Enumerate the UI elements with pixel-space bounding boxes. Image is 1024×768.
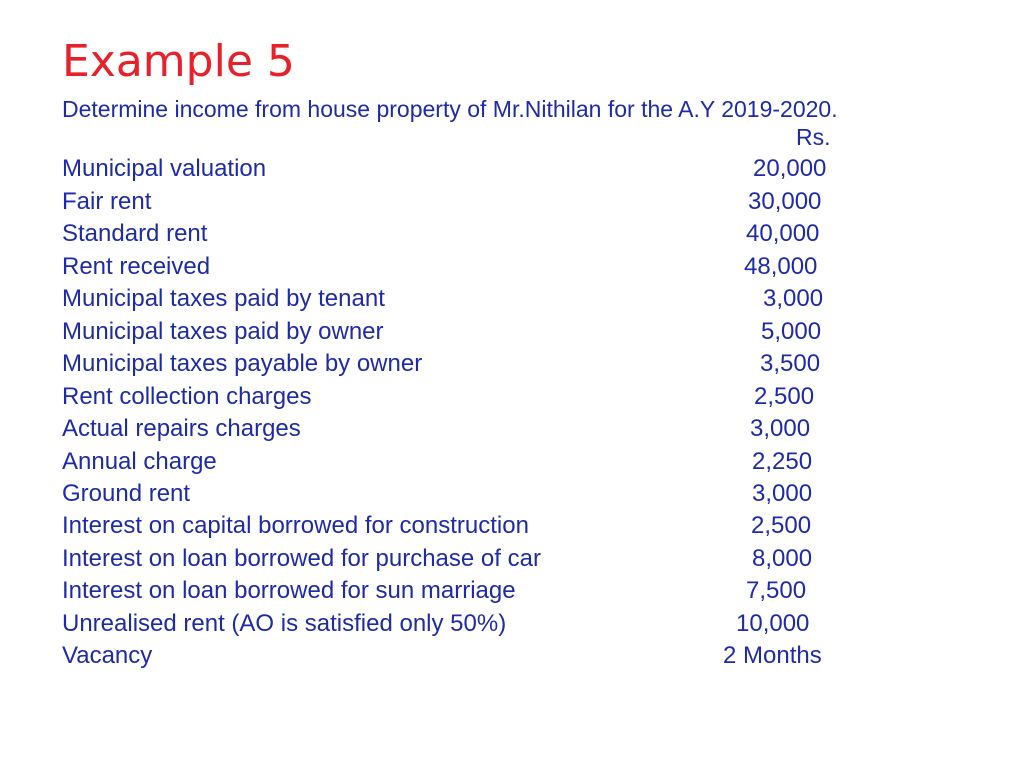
item-label: Unrealised rent (AO is satisfied only 50%) [62, 610, 507, 637]
item-label: Vacancy [62, 642, 153, 669]
item-value: 48,000 [744, 253, 818, 280]
item-label: Actual repairs charges [62, 415, 301, 442]
item-value: 3,000 [752, 480, 813, 507]
item-value: 2,500 [754, 383, 815, 410]
item-label: Rent collection charges [62, 383, 312, 410]
problem-statement: Determine income from house property of Mr.Nithilan for the A.Y 2019-2020. [62, 96, 838, 122]
item-label: Interest on loan borrowed for purchase of car [62, 545, 541, 572]
item-value: 7,500 [746, 577, 807, 604]
item-label: Municipal valuation [62, 155, 267, 182]
item-value: 5,000 [761, 318, 822, 345]
item-value: 2,250 [752, 448, 813, 475]
item-value: 2 Months [723, 642, 822, 669]
item-value: 3,500 [760, 350, 821, 377]
item-label: Annual charge [62, 448, 217, 475]
item-value: 10,000 [736, 610, 810, 637]
item-label: Interest on loan borrowed for sun marriage [62, 577, 516, 604]
item-label: Municipal taxes payable by owner [62, 350, 423, 377]
item-label: Standard rent [62, 220, 208, 247]
item-value: 3,000 [763, 285, 824, 312]
item-value: 8,000 [752, 545, 813, 572]
item-value: 40,000 [746, 220, 820, 247]
item-value: 20,000 [753, 155, 827, 182]
item-label: Municipal taxes paid by tenant [62, 285, 385, 312]
item-value: 30,000 [748, 188, 822, 215]
item-value: 2,500 [751, 512, 812, 539]
item-label: Interest on capital borrowed for construction [62, 512, 529, 539]
slide-title: Example 5 [62, 36, 295, 87]
currency-label: Rs. [796, 124, 831, 150]
item-label: Ground rent [62, 480, 191, 507]
item-label: Fair rent [62, 188, 152, 215]
item-label: Rent received [62, 253, 211, 280]
item-label: Municipal taxes paid by owner [62, 318, 384, 345]
item-value: 3,000 [750, 415, 811, 442]
